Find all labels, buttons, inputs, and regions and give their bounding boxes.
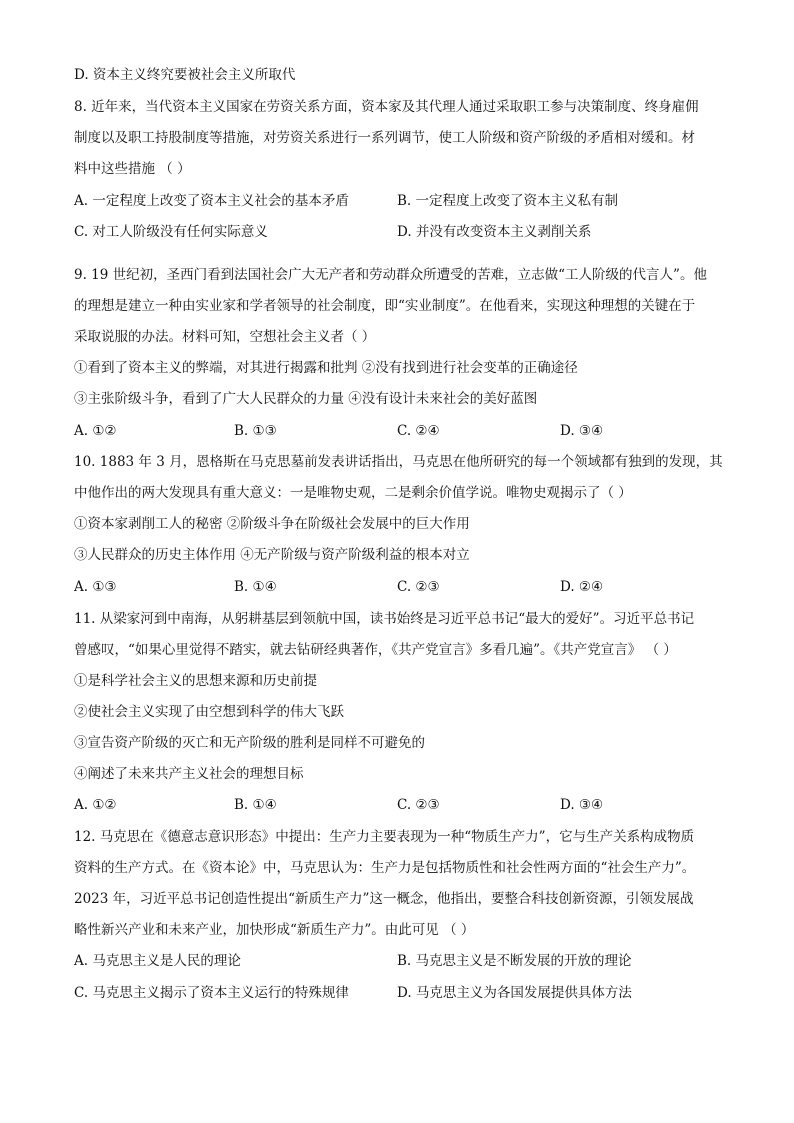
q12-option-d: D. 马克思主义为各国发展提供具体方法 (397, 985, 632, 1001)
q11-item-1: ①是科学社会主义的思想来源和历史前提 (74, 673, 317, 689)
q11-stem-line-1: 11. 从梁家河到中南海，从躬耕基层到领航中国，读书始终是习近平总书记“最大的爱好”。习近平总书记 (74, 611, 695, 627)
q9-option-c: C. ②④ (397, 423, 440, 439)
q9-item-line-1: ①看到了资本主义的弊端，对其进行揭露和批判 ②没有找到进行社会变革的正确途径 (74, 360, 578, 376)
q12-stem-line-4: 略性新兴产业和未来产业，加快形成“新质生产力”。由此可见 （ ） (74, 922, 475, 938)
q9-option-b: B. ①③ (234, 423, 277, 439)
q10-stem-line-2: 中他作出的两大发现具有重大意义：一是唯物史观，二是剩余价值学说。唯物史观揭示了（ ） (74, 485, 632, 501)
q8-stem-line-2: 制度以及职工持股制度等措施，对劳资关系进行一系列调节，使工人阶级和资产阶级的矛盾相对缓和。材 (74, 130, 695, 146)
q8-option-c: C. 对工人阶级没有任何实际意义 (74, 224, 268, 240)
q12-stem-line-1: 12. 马克思在《德意志意识形态》中提出：生产力主要表现为一种“物质生产力”，它与生产关系构成物质 (74, 829, 695, 845)
q10-option-c: C. ②③ (397, 579, 440, 595)
q12-stem-line-3: 2023 年，习近平总书记创造性提出“新质生产力”这一概念，他指出，要整合科技创新资源，引领发展战 (74, 891, 694, 907)
q8-stem-line-1: 8. 近年来，当代资本主义国家在劳资关系方面，资本家及其代理人通过采取职工参与决策制度、终身雇佣 (74, 99, 699, 115)
q10-item-line-2: ③人民群众的历史主体作用 ④无产阶级与资产阶级利益的根本对立 (74, 547, 470, 563)
q11-option-a: A. ①② (74, 797, 117, 813)
q9-option-d: D. ③④ (560, 423, 604, 439)
q9-stem-line-1: 9. 19 世纪初，圣西门看到法国社会广大无产者和劳动群众所遭受的苦难，立志做“工人阶级的代言人”。他 (74, 267, 707, 283)
q9-stem-line-2: 的理想是建立一种由实业家和学者领导的社会制度，即“实业制度”。在他看来，实现这种理想的关键在于 (74, 298, 696, 314)
q11-option-c: C. ②③ (397, 797, 440, 813)
q8-option-d: D. 并没有改变资本主义剥削关系 (397, 224, 592, 240)
q11-option-b: B. ①④ (234, 797, 277, 813)
q12-stem-line-2: 资料的生产方式。在《资本论》中，马克思认为：生产力是包括物质性和社会性两方面的“社会生产力”。 (74, 860, 696, 876)
q12-option-c: C. 马克思主义揭示了资本主义运行的特殊规律 (74, 985, 349, 1001)
q11-item-3: ③宣告资产阶级的灭亡和无产阶级的胜利是同样不可避免的 (74, 735, 425, 751)
q10-option-a: A. ①③ (74, 579, 117, 595)
q10-item-line-1: ①资本家剥削工人的秘密 ②阶级斗争在阶级社会发展中的巨大作用 (74, 516, 470, 532)
q8-option-b: B. 一定程度上改变了资本主义私有制 (397, 193, 619, 209)
q11-item-2: ②使社会主义实现了由空想到科学的伟大飞跃 (74, 704, 344, 720)
q7-option-d: D. 资本主义终究要被社会主义所取代 (74, 67, 296, 83)
q9-stem-line-3: 采取说服的办法。材料可知，空想社会主义者（ ） (74, 329, 376, 345)
q11-stem-line-2: 曾感叹，“如果心里觉得不踏实，就去钻研经典著作，《共产党宣言》多看几遍”。《共产党宣言》 （ ） (74, 642, 677, 658)
q8-stem-line-3: 料中这些措施 （ ） (74, 161, 191, 177)
q8-option-a: A. 一定程度上改变了资本主义社会的基本矛盾 (74, 193, 349, 209)
q11-option-d: D. ③④ (560, 797, 604, 813)
q12-option-b: B. 马克思主义是不断发展的开放的理论 (397, 953, 632, 969)
q9-item-line-2: ③主张阶级斗争，看到了广大人民群众的力量 ④没有设计未来社会的美好蓝图 (74, 391, 538, 407)
q10-option-b: B. ①④ (234, 579, 277, 595)
q10-option-d: D. ②④ (560, 579, 604, 595)
q10-stem-line-1: 10. 1883 年 3 月，恩格斯在马克思墓前发表讲话指出，马克思在他所研究的每一个领域都有独到的发现，其 (74, 454, 723, 470)
q12-option-a: A. 马克思主义是人民的理论 (74, 953, 241, 969)
q9-option-a: A. ①② (74, 423, 117, 439)
q11-item-4: ④阐述了未来共产主义社会的理想目标 (74, 766, 304, 782)
